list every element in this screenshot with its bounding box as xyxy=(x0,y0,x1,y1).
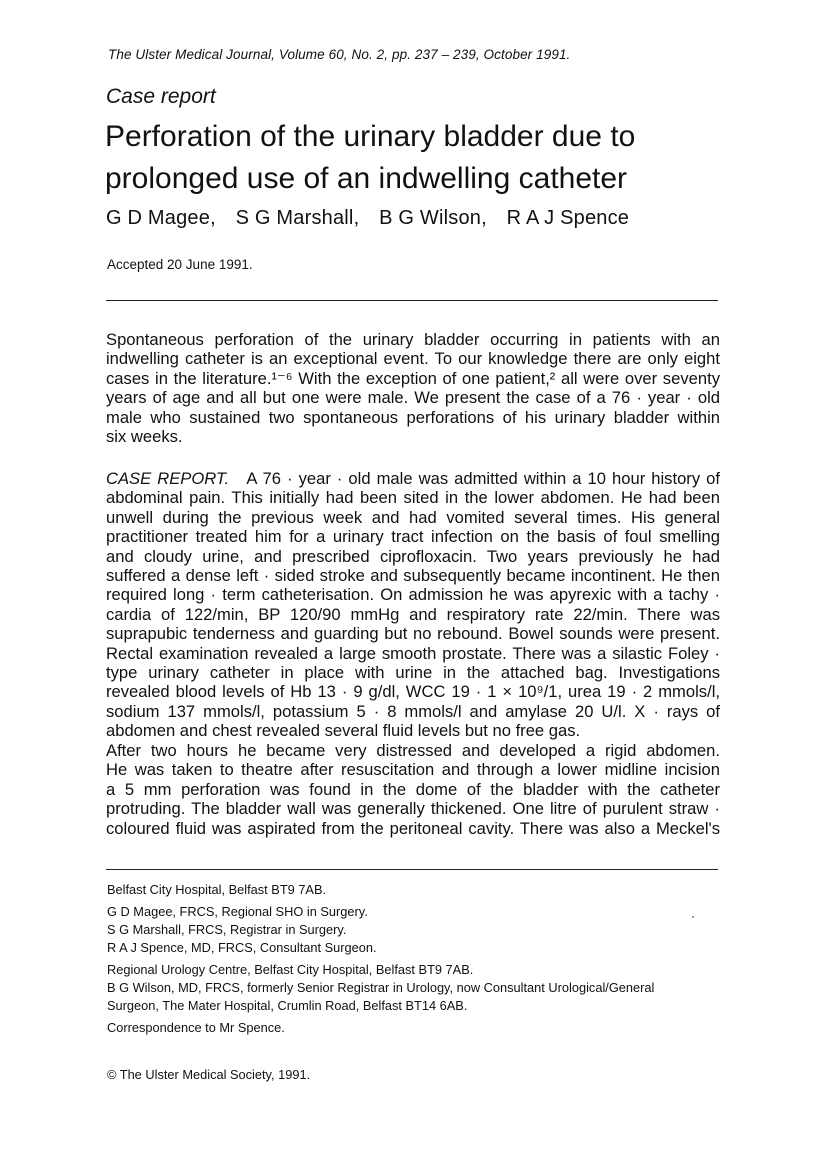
text-line: male who sustained two spontaneous perforations of his urinary bladder within xyxy=(106,407,720,427)
copyright-notice: © The Ulster Medical Society, 1991. xyxy=(107,1067,311,1082)
text-line: indwelling catheter is an exceptional event. To our knowledge there are only eight xyxy=(106,349,720,369)
text-line xyxy=(106,469,720,488)
text-line: Spontaneous perforation of the urinary bladder occurring in patients with an xyxy=(106,330,720,349)
abstract-paragraph xyxy=(106,330,720,446)
text-line: unwell during the previous week and had vomited several times. His general xyxy=(106,507,720,527)
text-line: practitioner treated him for a urinary tract infection on the basis of foul smelling xyxy=(106,527,720,547)
author-name: G D Magee, xyxy=(106,207,216,229)
text-line: cases in the literature.¹⁻⁶ With the exception of one patient,² all were over seventy xyxy=(106,368,720,388)
text-line: abdominal pain. This initially had been sited in the lower abdomen. He had been xyxy=(106,488,720,508)
affiliation-hospital: Regional Urology Centre, Belfast City Hospital, Belfast BT9 7AB. xyxy=(107,962,474,977)
case-report-first-line: A 76 · year · old male was admitted within a 10 hour history of xyxy=(246,469,720,488)
affiliation-footnotes xyxy=(107,881,721,1037)
header-divider xyxy=(106,300,718,301)
author-affiliation: S G Marshall, FRCS, Registrar in Surgery. xyxy=(107,922,347,937)
author-affiliation: R A J Spence, MD, FRCS, Consultant Surgeon. xyxy=(107,940,377,955)
text-line: required long · term catheterisation. On admission he was apyrexic with a tachy · xyxy=(106,585,720,605)
text-line: He was taken to theatre after resuscitation and through a lower midline incision xyxy=(106,760,720,780)
text-line: Rectal examination revealed a large smooth prostate. There was a silastic Foley · xyxy=(106,643,720,663)
text-line: protruding. The bladder wall was generally thickened. One litre of purulent straw · xyxy=(106,799,720,819)
title-line: Perforation of the urinary bladder due to xyxy=(105,120,636,153)
author-name: R A J Spence xyxy=(506,207,630,229)
text-line: coloured fluid was aspirated from the peritoneal cavity. There was also a Meckel's xyxy=(106,818,720,838)
text-line: After two hours he became very distressed and developed a rigid abdomen. xyxy=(106,741,720,760)
accepted-date: Accepted 20 June 1991. xyxy=(107,257,253,272)
author-affiliation: G D Magee, FRCS, Regional SHO in Surgery. xyxy=(107,904,368,919)
text-line: sodium 137 mmols/l, potassium 5 · 8 mmols/l and amylase 20 U/l. X · rays of xyxy=(106,701,720,721)
section-label: Case report xyxy=(106,85,216,108)
text-line: six weeks. xyxy=(106,427,183,447)
footnote-divider xyxy=(106,869,718,870)
text-line: suffered a dense left · sided stroke and subsequently became incontinent. He then xyxy=(106,566,720,586)
text-line: abdomen and chest revealed several fluid levels but no free gas. xyxy=(106,721,581,741)
author-affiliation: Surgeon, The Mater Hospital, Crumlin Road, Belfast BT14 6AB. xyxy=(107,998,468,1013)
author-name: B G Wilson, xyxy=(379,207,487,229)
case-report-heading: CASE REPORT. xyxy=(106,469,230,488)
text-line: years of age and all but one were male. We present the case of a 76 · year · old xyxy=(106,388,720,408)
text-line: a 5 mm perforation was found in the dome of the bladder with the catheter xyxy=(106,779,720,799)
text-line: revealed blood levels of Hb 13 · 9 g/dl, WCC 19 · 1 × 10⁹/1, urea 19 · 2 mmols/l, xyxy=(106,682,720,702)
article-title xyxy=(105,116,725,200)
case-report-paragraph xyxy=(106,469,720,741)
text-line: type urinary catheter in place with urine in the attached bag. Investigations xyxy=(106,663,720,683)
correspondence-note: Correspondence to Mr Spence. xyxy=(107,1020,285,1035)
text-line: and cloudy urine, and prescribed ciprofloxacin. Two years previously he had xyxy=(106,546,720,566)
author-affiliation: B G Wilson, MD, FRCS, formerly Senior Registrar in Urology, now Consultant Urological/General xyxy=(107,980,655,995)
title-line: prolonged use of an indwelling catheter xyxy=(105,162,628,195)
text-line: suprapubic tenderness and guarding but no rebound. Bowel sounds were present. xyxy=(106,624,720,644)
affiliation-hospital: Belfast City Hospital, Belfast BT9 7AB. xyxy=(107,882,327,897)
author-name: S G Marshall, xyxy=(235,207,360,229)
journal-citation: The Ulster Medical Journal, Volume 60, No. 2, pp. 237 – 239, October 1991. xyxy=(108,47,571,62)
text-line: cardia of 122/min, BP 120/90 mmHg and respiratory rate 22/min. There was xyxy=(106,604,720,624)
continuation-paragraph xyxy=(106,741,720,838)
author-list xyxy=(106,207,643,230)
